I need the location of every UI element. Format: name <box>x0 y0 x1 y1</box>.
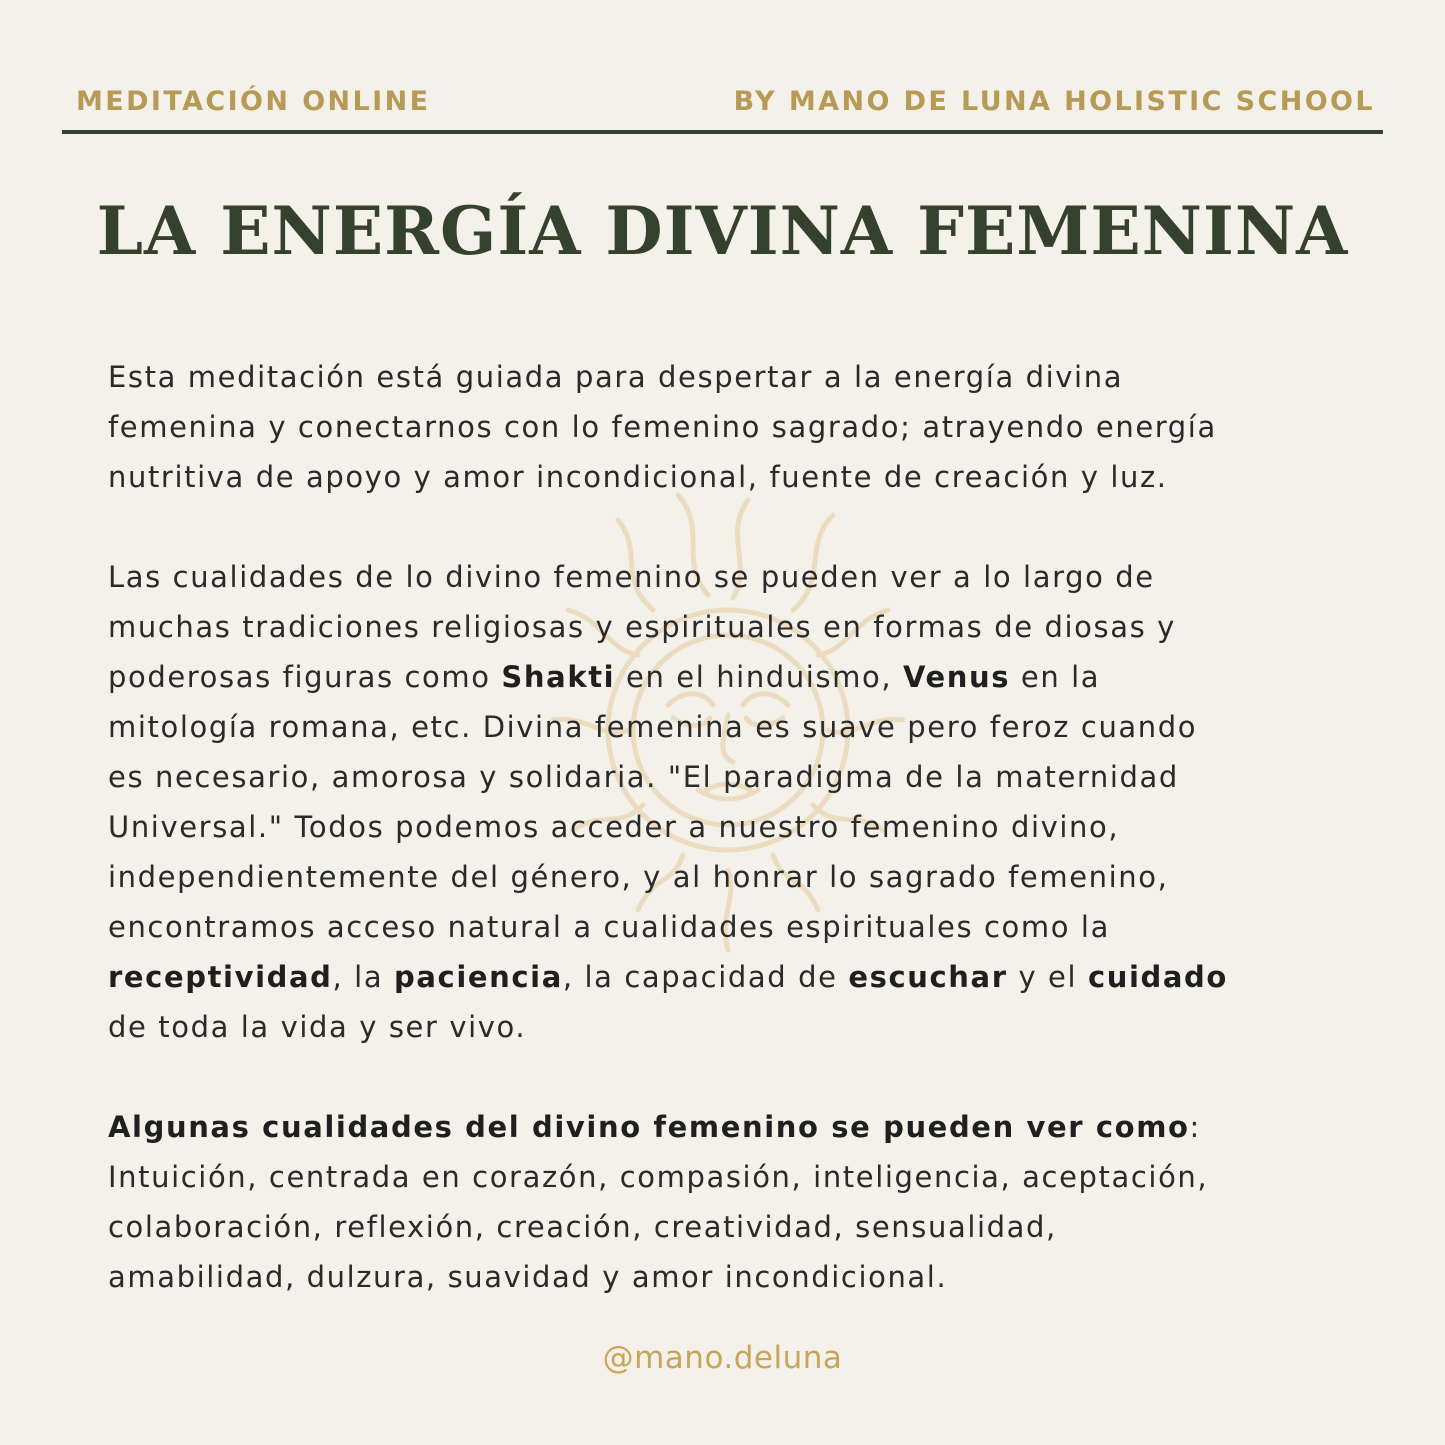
text-span: en la <box>1010 660 1101 694</box>
bold-venus: Venus <box>903 660 1011 694</box>
paragraph-2-line <box>108 652 1368 702</box>
header-bar <box>62 82 1383 134</box>
header-author: BY MANO DE LUNA HOLISTIC SCHOOL <box>733 86 1375 117</box>
text-span: y el <box>1007 960 1088 994</box>
paragraph-2-line: Las cualidades de lo divino femenino se pueden ver a lo largo de <box>108 560 1155 594</box>
paragraph-3-line: amabilidad, dulzura, suavidad y amor incondicional. <box>108 1260 948 1294</box>
paragraph-1-line: nutritiva de apoyo y amor incondicional, fuente de creación y luz. <box>108 460 1168 494</box>
text-span: en el hinduismo, <box>615 660 903 694</box>
paragraph-2-line <box>108 952 1368 1002</box>
social-handle: @mano.deluna <box>602 1340 843 1376</box>
bold-cuidado: cuidado <box>1087 960 1228 994</box>
text-span: : <box>1189 1110 1201 1144</box>
paragraph-2-line: independientemente del género, y al honrar lo sagrado femenino, <box>108 860 1169 894</box>
paragraph-2-line: encontramos acceso natural a cualidades espirituales como la <box>108 910 1110 944</box>
bold-receptividad: receptividad <box>108 960 333 994</box>
paragraph-2-line: Universal." Todos podemos acceder a nuestro femenino divino, <box>108 810 1120 844</box>
paragraph-2-line: es necesario, amorosa y solidaria. "El paradigma de la maternidad <box>108 760 1179 794</box>
paragraph-3-line: Intuición, centrada en corazón, compasión, inteligencia, aceptación, <box>108 1160 1209 1194</box>
paragraph-2-line: de toda la vida y ser vivo. <box>108 1010 527 1044</box>
bold-escuchar: escuchar <box>848 960 1008 994</box>
bold-shakti: Shakti <box>501 660 616 694</box>
text-span: poderosas figuras como <box>108 660 502 694</box>
body-text <box>108 352 1368 1302</box>
text-span: , la capacidad de <box>562 960 849 994</box>
paragraph-2-line: mitología romana, etc. Divina femenina es suave pero feroz cuando <box>108 710 1198 744</box>
qualities-heading-text: Algunas cualidades del divino femenino se pueden ver como <box>108 1110 1190 1144</box>
page-title: LA ENERGÍA DIVINA FEMENINA <box>96 192 1349 270</box>
paragraph-1-line: femenina y conectarnos con lo femenino sagrado; atrayendo energía <box>108 410 1217 444</box>
header-category: MEDITACIÓN ONLINE <box>76 86 431 117</box>
paragraph-2-line: muchas tradiciones religiosas y espirituales en formas de diosas y <box>108 610 1176 644</box>
qualities-heading <box>108 1102 1368 1152</box>
bold-paciencia: paciencia <box>394 960 563 994</box>
paragraph-1-line: Esta meditación está guiada para despertar a la energía divina <box>108 360 1124 394</box>
text-span: , la <box>332 960 395 994</box>
paragraph-3-line: colaboración, reflexión, creación, creatividad, sensualidad, <box>108 1210 1057 1244</box>
